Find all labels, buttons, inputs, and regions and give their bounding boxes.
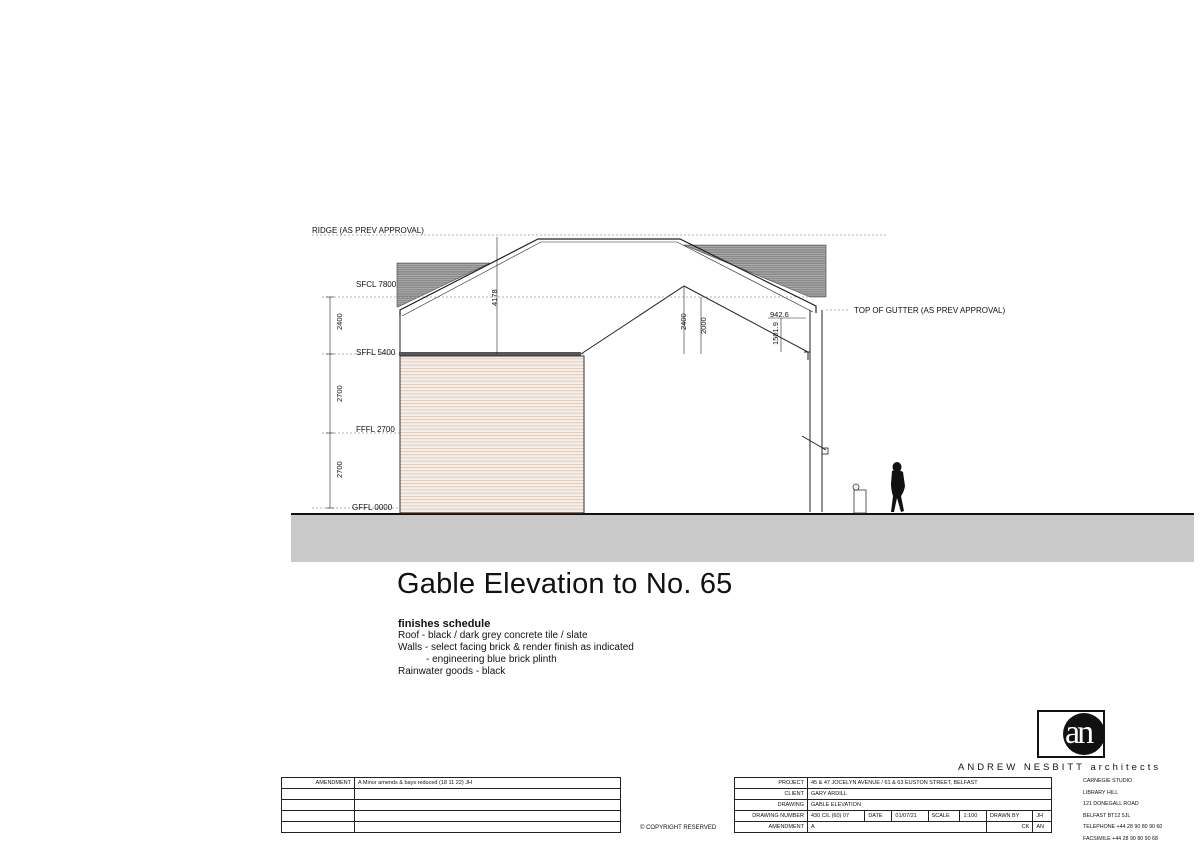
empty-cell [355, 822, 621, 833]
empty-cell [355, 811, 621, 822]
roof-tiles-left [397, 263, 490, 307]
sffl-label: SFFL 5400 [356, 348, 396, 357]
sfcl-label: SFCL 7800 [356, 280, 397, 289]
finish-roof: Roof - black / dark grey concrete tile / slate [398, 630, 588, 641]
empty-cell [282, 811, 355, 822]
empty-cell [282, 800, 355, 811]
firm-logo [1037, 710, 1105, 758]
finish-plinth: - engineering blue brick plinth [426, 654, 557, 665]
firm-name [958, 762, 1161, 773]
empty-cell [355, 789, 621, 800]
drawing-title: Gable Elevation to No. 65 [397, 568, 733, 600]
dim-left-upper: 2400 [335, 313, 344, 330]
date-label: DATE [865, 811, 892, 822]
empty-cell [355, 800, 621, 811]
amend-label: AMENDMENT [735, 822, 808, 833]
table-row [735, 778, 1052, 789]
drawing-label: DRAWING [735, 800, 808, 811]
dim-ridge-height: 4178 [490, 289, 499, 306]
dim-left-middle: 2700 [335, 385, 344, 402]
project-value: 45 & 47 JOCELYN AVENUE / 61 & 63 EUSTON STREET, BELFAST [808, 778, 1052, 789]
ck-value: AN [1033, 822, 1052, 833]
amendment-label: AMENDMENT [282, 778, 355, 789]
dim-inner-b: 2000 [699, 317, 708, 334]
ground-section [291, 514, 1194, 562]
address-line: BELFAST BT12 5JL [1083, 812, 1131, 819]
table-row [735, 789, 1052, 800]
firm-name-main: ANDREW NESBITT [958, 762, 1085, 773]
table-row [735, 822, 1052, 833]
client-label: CLIENT [735, 789, 808, 800]
client-value: GARY ARDILL [808, 789, 1052, 800]
scale-label: SCALE [928, 811, 960, 822]
finishes-schedule [398, 618, 634, 678]
dim-eave-offset: 942.6 [770, 310, 789, 319]
project-label: PROJECT [735, 778, 808, 789]
gutter-label: TOP OF GUTTER (AS PREV APPROVAL) [854, 306, 1006, 315]
ck-label: CK [986, 822, 1032, 833]
drawing-value: GABLE ELEVATION [808, 800, 1052, 811]
address-line: 121 DONEGALL ROAD [1083, 801, 1139, 807]
table-row [735, 800, 1052, 811]
drawing-number-label: DRAWING NUMBER [735, 811, 808, 822]
address-line: CARNEGIE STUDIO [1083, 778, 1133, 784]
ridge-label: RIDGE (AS PREV APPROVAL) [312, 226, 424, 235]
fffl-label: FFFL 2700 [356, 425, 395, 434]
telephone-line: TELEPHONE +44 28 90 80 90 60 [1083, 824, 1163, 830]
firm-address [1083, 776, 1162, 845]
scale-value: 1:100 [960, 811, 986, 822]
table-row [282, 822, 621, 833]
table-row [282, 789, 621, 800]
roof-tiles-right [684, 245, 826, 297]
person-silhouette [891, 462, 905, 512]
date-value: 01/07/21 [892, 811, 928, 822]
title-block-table [734, 777, 1052, 833]
amend-value: A [808, 822, 987, 833]
finish-rainwater: Rainwater goods - black [398, 666, 506, 677]
brick-wall [400, 356, 584, 513]
table-row [282, 778, 621, 789]
drawing-number-value: 430 C/L (60) 07 [808, 811, 865, 822]
drawn-by-label: DRAWN BY [986, 811, 1032, 822]
copyright-notice: © COPYRIGHT RESERVED [640, 825, 717, 831]
amendment-table [281, 777, 621, 833]
amendment-entry: A Minor amends & bays reduced (18 11 22) JH [355, 778, 621, 789]
finish-walls: Walls - select facing brick & render finish as indicated [398, 642, 634, 653]
address-line: LIBRARY HILL [1083, 789, 1119, 796]
table-row [282, 811, 621, 822]
logo-lettering: an [1065, 714, 1092, 751]
firm-name-suffix: architects [1090, 762, 1162, 773]
empty-cell [282, 789, 355, 800]
bollard [853, 484, 866, 513]
table-row [282, 800, 621, 811]
dim-inner-a: 2400 [679, 313, 688, 330]
dim-left-lower: 2700 [335, 461, 344, 478]
facsimile-line: FACSIMILE +44 28 90 80 90 68 [1083, 835, 1158, 842]
table-row [735, 811, 1052, 822]
dim-eave-drop: 1501.9 [771, 322, 780, 345]
finishes-heading: finishes schedule [398, 618, 491, 630]
drawn-by-value: JH [1033, 811, 1052, 822]
empty-cell [282, 822, 355, 833]
gffl-label: GFFL 0000 [352, 503, 393, 512]
